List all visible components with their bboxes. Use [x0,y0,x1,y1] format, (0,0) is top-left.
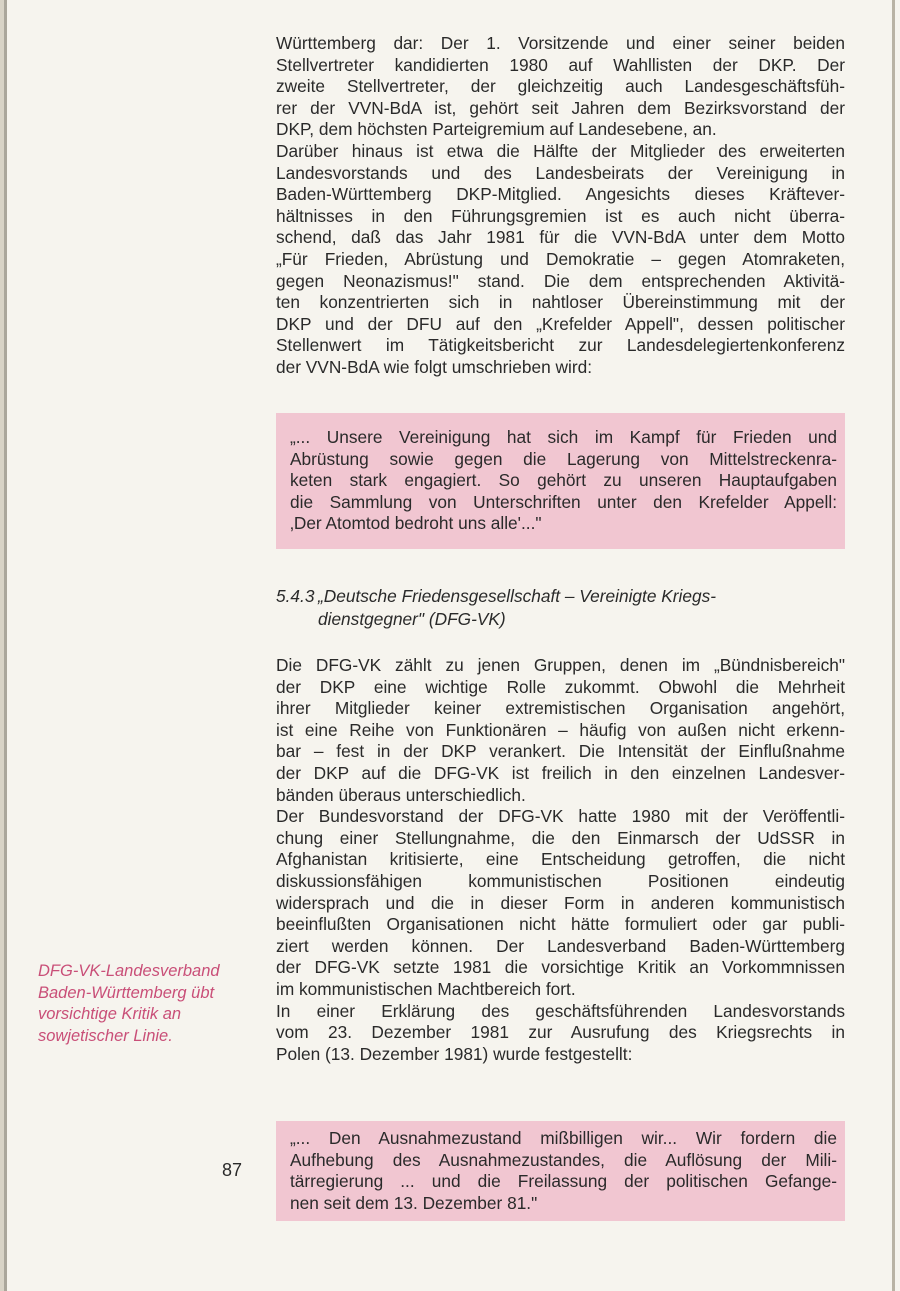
text-line: gegen Neonazismus!" stand. Die dem entsprechenden Aktivitä- [276,270,845,291]
margin-note-line: Baden-Württemberg übt [38,983,215,1002]
text-line: Afghanistan kritisierte, eine Entscheidung getroffen, die nicht [276,849,845,870]
page-binding-edge [4,0,7,1291]
page-number: 87 [222,1160,243,1180]
text-line: bänden überaus unterschiedlich. [276,784,526,805]
paragraph-dfg-vk [276,655,845,1065]
text-line: Darüber hinaus ist etwa die Hälfte der Mitglieder des erweiterten [276,140,845,161]
text-line: Die DFG-VK zählt zu jenen Gruppen, denen im „Bündnisbereich" [276,655,845,675]
text-line: ‚Der Atomtod bedroht uns alle'..." [290,513,542,534]
text-line: der DKP eine wichtige Rolle zukommt. Obwohl die Mehrheit [276,676,845,697]
text-line: bar – fest in der DKP verankert. Die Intensität der Einflußnahme [276,741,845,762]
text-line: der VVN-BdA wie folgt umschrieben wird: [276,356,592,377]
text-line: Baden-Württemberg DKP-Mitglied. Angesichts dieses Kräftever- [276,184,845,205]
text-line: keten stark engagiert. So gehört zu unseren Hauptaufgaben [290,470,837,491]
section-number: 5.4.3 [276,586,315,606]
text-line: „... Den Ausnahmezustand mißbilligen wir... Wir fordern die [290,1128,837,1148]
text-line: schend, daß das Jahr 1981 für die VVN-BdA unter dem Motto [276,227,845,248]
text-line: ihrer Mitglieder keiner extremistischen Organisation angehört, [276,698,845,719]
text-line: ist eine Reihe von Funktionären – häufig von außen nicht erkenn- [276,719,845,740]
text-line: diskussionsfähigen kommunistischen Positionen eindeutig [276,870,845,891]
page-right-edge [892,0,895,1291]
section-heading [276,585,845,631]
text-line: Der Bundesvorstand der DFG-VK hatte 1980 mit der Veröffentli- [276,806,845,827]
text-line: hältnisses in den Führungsgremien ist es auch nicht überra- [276,205,845,226]
text-line: DKP, dem höchsten Parteigremium auf Landesebene, an. [276,119,717,140]
text-line: rer der VVN-BdA ist, gehört seit Jahren dem Bezirksvorstand der [276,97,845,118]
paragraph-vvn-bda [276,33,845,379]
margin-note [38,961,258,1047]
margin-note-line: vorsichtige Kritik an [38,1005,182,1023]
quote-box-krefelder-appell [276,413,845,549]
text-line: Stellenwert im Tätigkeitsbericht zur Landesdelegiertenkonferenz [276,335,845,356]
text-line: Abrüstung sowie gegen die Lagerung von Mittelstreckenra- [290,448,837,469]
text-line: „Für Frieden, Abrüstung und Demokratie – gegen Atomraketen, [276,248,845,269]
margin-note-line: DFG-VK-Landesverband [38,962,220,980]
section-title-line-1: „Deutsche Friedensgesellschaft – Vereinigte Kriegs- [318,586,716,606]
text-line: Aufhebung des Ausnahmezustandes, die Auflösung der Mili- [290,1149,837,1170]
text-line: „... Unsere Vereinigung hat sich im Kampf für Frieden und [290,427,837,447]
text-line: In einer Erklärung des geschäftsführenden Landesvorstands [276,1000,845,1021]
text-line: ziert werden können. Der Landesverband Baden-Württemberg [276,935,845,956]
margin-note-line: sowjetischer Linie. [38,1026,173,1045]
text-line: der DFG-VK setzte 1981 die vorsichtige Kritik an Vorkommnissen [276,957,845,978]
text-line: der DKP auf die DFG-VK ist freilich in den einzelnen Landesver- [276,762,845,783]
text-line: beeinflußten Organisationen nicht hätte formuliert oder gar publi- [276,914,845,935]
text-line: nen seit dem 13. Dezember 81." [290,1192,538,1213]
text-line: chung einer Stellungnahme, die den Einmarsch der UdSSR in [276,827,845,848]
text-line: Polen (13. Dezember 1981) wurde festgestellt: [276,1043,633,1064]
text-line: ten konzentrierten sich in nahtloser Übereinstimmung mit der [276,292,845,313]
text-line: zweite Stellvertreter, der gleichzeitig auch Landesgeschäftsfüh- [276,76,845,97]
text-line: vom 23. Dezember 1981 zur Ausrufung des Kriegsrechts in [276,1022,845,1043]
text-line: Württemberg dar: Der 1. Vorsitzende und einer seiner beiden [276,33,845,53]
text-line: DKP und der DFU auf den „Krefelder Appell", dessen politischer [276,313,845,334]
text-line: widersprach und die in dieser Form in anderen kommunistisch [276,892,845,913]
text-line: im kommunistischen Machtbereich fort. [276,978,576,999]
text-line: Landesvorstands und des Landesbeirats der Vereinigung in [276,162,845,183]
quote-box-ausnahmezustand [276,1121,845,1221]
text-line: die Sammlung von Unterschriften unter den Krefelder Appell: [290,491,837,512]
text-line: tärregierung ... und die Freilassung der politischen Gefange- [290,1171,837,1192]
section-title-line-2: dienstgegner" (DFG-VK) [318,609,506,629]
text-line: Stellvertreter kandidierten 1980 auf Wahllisten der DKP. Der [276,54,845,75]
